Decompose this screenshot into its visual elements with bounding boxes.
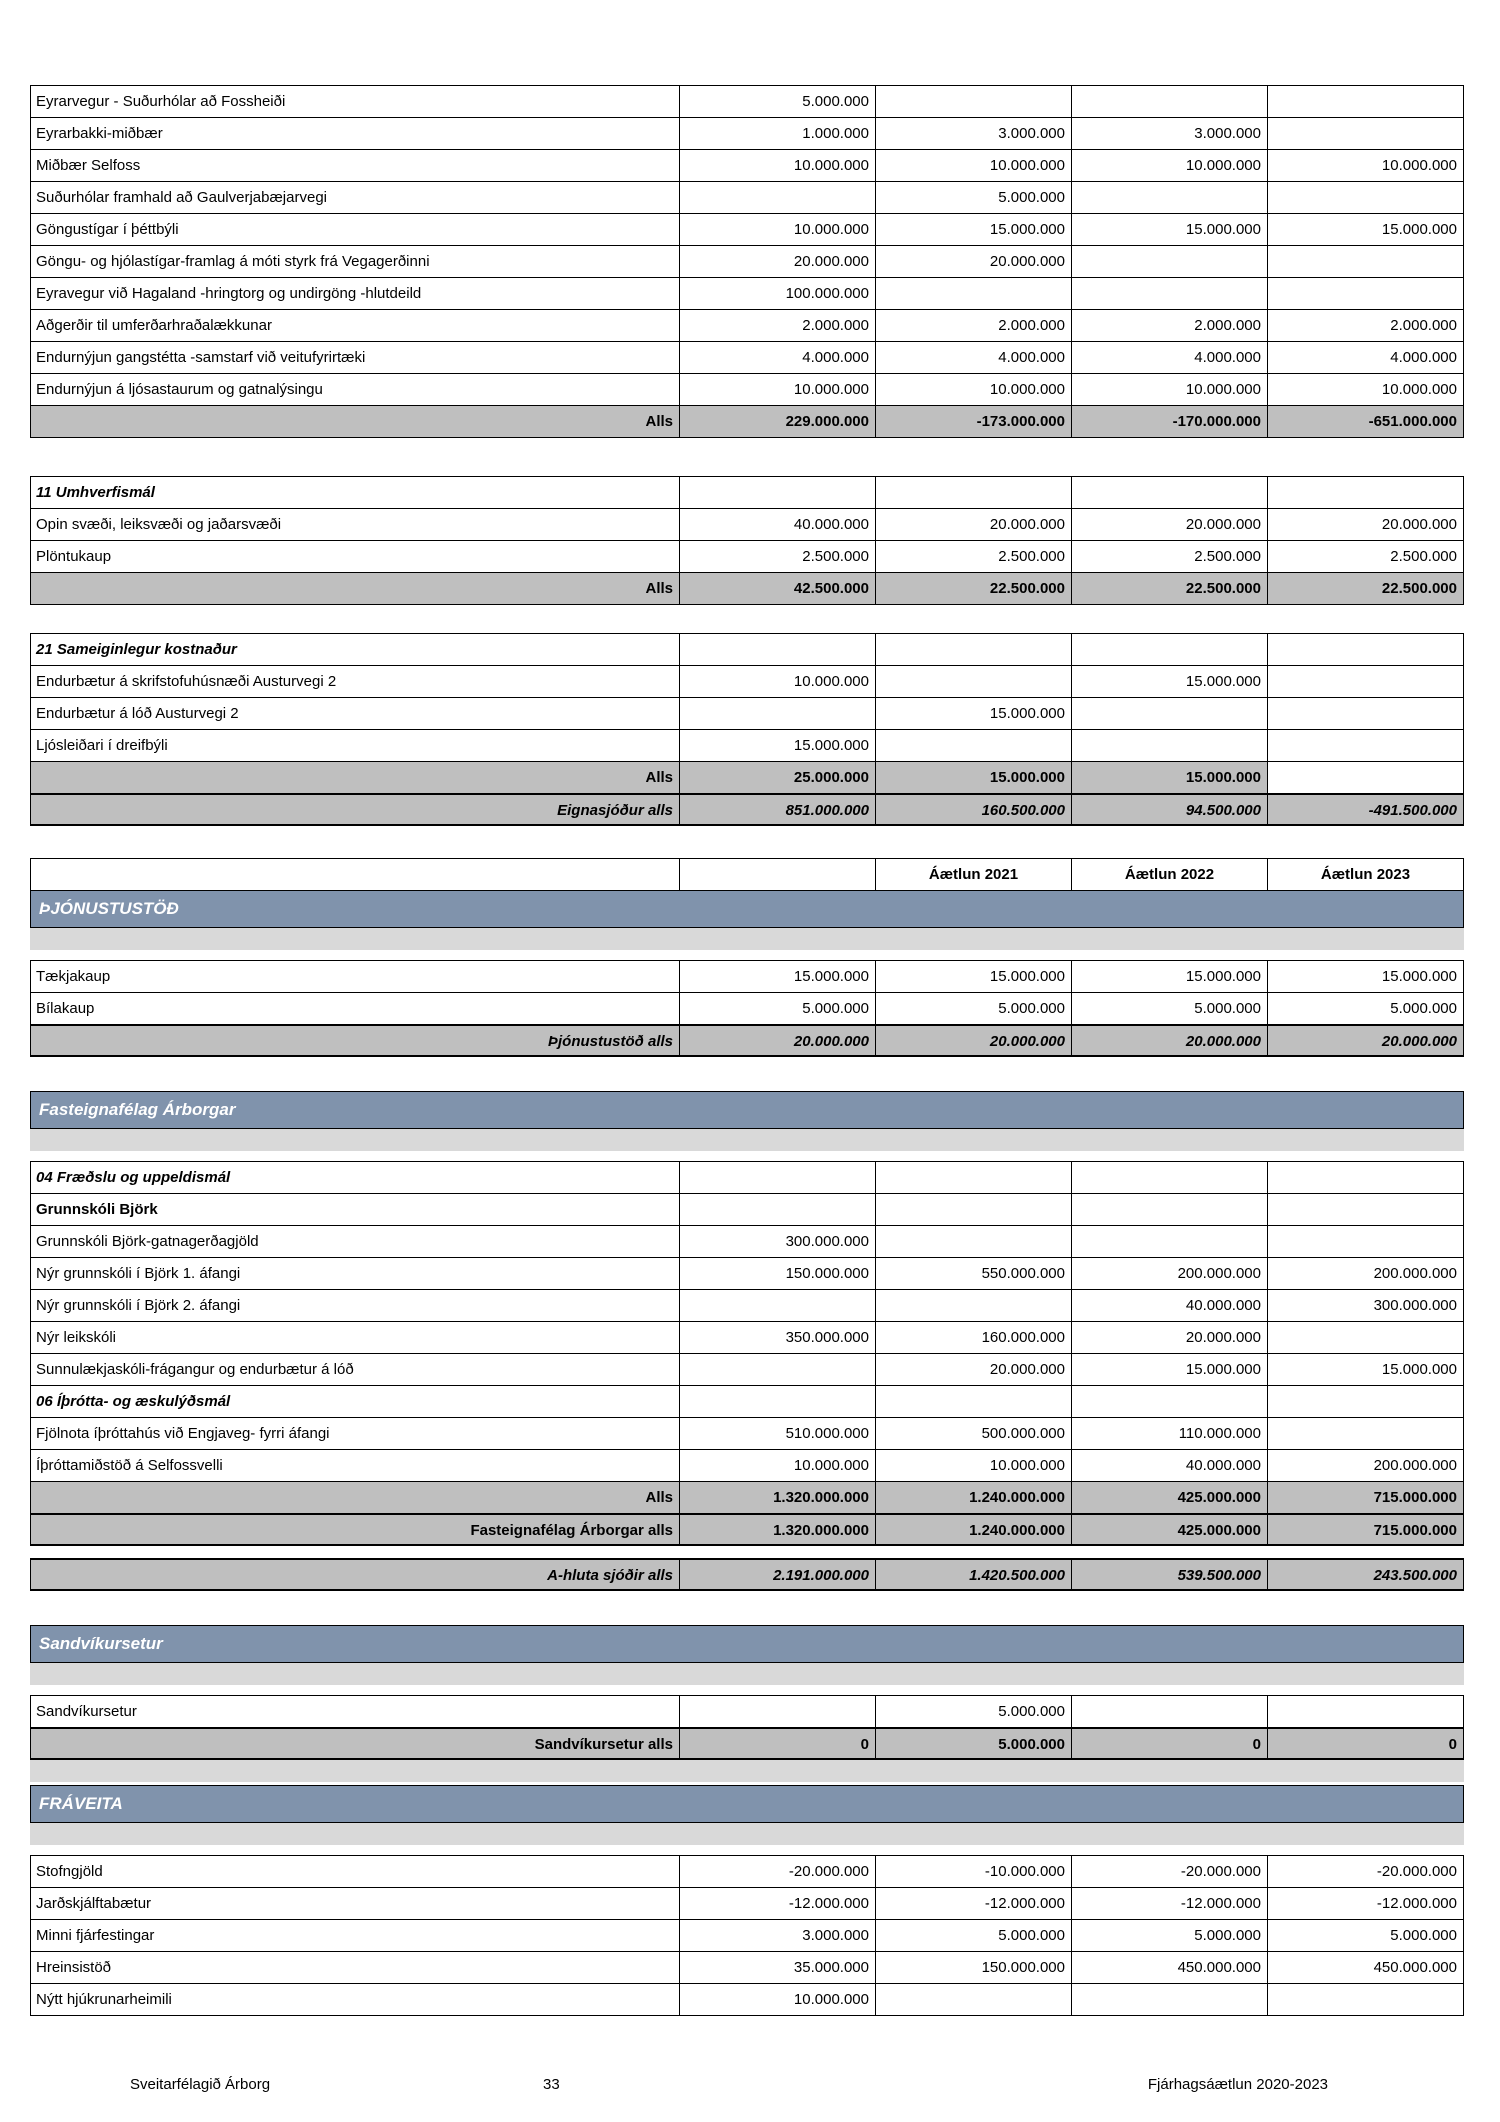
value-cell: 110.000.000 <box>1072 1417 1268 1450</box>
footer-document-title: Fjárhagsáætlun 2020-2023 <box>1147 2076 1328 2093</box>
value-cell: 851.000.000 <box>680 793 876 826</box>
table-row <box>30 1449 1464 1482</box>
value-cell: 2.500.000 <box>876 540 1072 573</box>
value-cell <box>876 633 1072 666</box>
value-cell: 4.000.000 <box>680 341 876 374</box>
value-cell: 2.000.000 <box>1268 309 1464 342</box>
value-cell: 539.500.000 <box>1072 1558 1268 1591</box>
table-row <box>30 309 1464 342</box>
spacer-row <box>30 604 1464 634</box>
banner-sandvikursetur <box>30 1625 1464 1663</box>
table-row <box>30 1321 1464 1354</box>
spacer-row <box>30 437 1464 477</box>
value-cell: 5.000.000 <box>876 1727 1072 1760</box>
value-cell <box>1268 117 1464 150</box>
value-cell <box>1072 1695 1268 1728</box>
value-cell <box>1072 476 1268 509</box>
value-cell: 160.000.000 <box>876 1321 1072 1354</box>
gatnagerd-alls-row <box>30 405 1464 438</box>
value-cell: 3.000.000 <box>1072 117 1268 150</box>
table-row <box>30 1855 1464 1888</box>
row-label: Nýtt hjúkrunarheimili <box>30 1983 680 2016</box>
value-cell <box>876 1983 1072 2016</box>
value-cell: 200.000.000 <box>1072 1257 1268 1290</box>
table-row <box>30 213 1464 246</box>
value-cell: Áætlun 2023 <box>1268 858 1464 891</box>
value-cell: 22.500.000 <box>1268 572 1464 605</box>
value-cell: 20.000.000 <box>680 1024 876 1057</box>
value-cell: -170.000.000 <box>1072 405 1268 438</box>
value-cell: -173.000.000 <box>876 405 1072 438</box>
value-cell: -12.000.000 <box>876 1887 1072 1920</box>
table-row <box>30 181 1464 214</box>
value-cell: 3.000.000 <box>680 1919 876 1952</box>
value-cell: 10.000.000 <box>680 213 876 246</box>
banner-fasteignafelag <box>30 1091 1464 1129</box>
value-cell <box>1072 1193 1268 1226</box>
value-cell: -12.000.000 <box>1072 1887 1268 1920</box>
umhverfismal-alls-row <box>30 572 1464 605</box>
value-cell: 20.000.000 <box>1072 1024 1268 1057</box>
table-row <box>30 1161 1464 1194</box>
row-label: Bílakaup <box>30 992 680 1025</box>
row-label: Plöntukaup <box>30 540 680 573</box>
value-cell <box>876 729 1072 762</box>
value-cell: 20.000.000 <box>680 245 876 278</box>
table-row <box>30 341 1464 374</box>
value-cell: 42.500.000 <box>680 572 876 605</box>
value-cell: 1.420.500.000 <box>876 1558 1072 1591</box>
value-cell: 35.000.000 <box>680 1951 876 1984</box>
value-cell: 2.191.000.000 <box>680 1558 876 1591</box>
row-label: Sunnulækjaskóli-frágangur og endurbætur á lóð <box>30 1353 680 1386</box>
value-cell <box>680 1353 876 1386</box>
value-cell <box>1072 277 1268 310</box>
value-cell: 5.000.000 <box>876 1919 1072 1952</box>
value-cell: -20.000.000 <box>680 1855 876 1888</box>
value-cell <box>1072 85 1268 118</box>
value-cell <box>1268 245 1464 278</box>
value-cell: 22.500.000 <box>1072 572 1268 605</box>
value-cell: 229.000.000 <box>680 405 876 438</box>
value-cell: 40.000.000 <box>680 508 876 541</box>
value-cell <box>680 1695 876 1728</box>
value-cell <box>680 633 876 666</box>
value-cell: 0 <box>1072 1727 1268 1760</box>
value-cell: 5.000.000 <box>1072 1919 1268 1952</box>
value-cell <box>1072 633 1268 666</box>
banner-label: FRÁVEITA <box>39 1794 123 1813</box>
table-row <box>30 149 1464 182</box>
value-cell: 20.000.000 <box>1072 508 1268 541</box>
table-row <box>30 476 1464 509</box>
value-cell: 715.000.000 <box>1268 1513 1464 1546</box>
value-cell: 20.000.000 <box>1072 1321 1268 1354</box>
value-cell: 15.000.000 <box>876 697 1072 730</box>
banner-label: Fasteignafélag Árborgar <box>39 1100 236 1119</box>
value-cell: 20.000.000 <box>876 245 1072 278</box>
value-cell <box>1268 1225 1464 1258</box>
value-cell: 10.000.000 <box>1268 149 1464 182</box>
row-label: Stofngjöld <box>30 1855 680 1888</box>
banner-label: Sandvíkursetur <box>39 1634 163 1653</box>
value-cell <box>1268 1321 1464 1354</box>
row-label: Íþróttamiðstöð á Selfossvelli <box>30 1449 680 1482</box>
value-cell: 300.000.000 <box>1268 1289 1464 1322</box>
footer-page-number: 33 <box>543 2076 560 2093</box>
row-label: Alls <box>30 761 680 794</box>
table-row <box>30 1919 1464 1952</box>
table-row <box>30 277 1464 310</box>
value-cell: 150.000.000 <box>680 1257 876 1290</box>
spacer-row <box>30 825 1464 859</box>
table-row <box>30 1193 1464 1226</box>
value-cell: Áætlun 2021 <box>876 858 1072 891</box>
row-label: Göngu- og hjólastígar-framlag á móti styrk frá Vegagerðinni <box>30 245 680 278</box>
gray-bar <box>30 1823 1464 1845</box>
value-cell: 5.000.000 <box>876 181 1072 214</box>
value-cell: 15.000.000 <box>1072 960 1268 993</box>
row-label: Opin svæði, leiksvæði og jaðarsvæði <box>30 508 680 541</box>
value-cell: 94.500.000 <box>1072 793 1268 826</box>
sandvikursetur-total-row <box>30 1727 1464 1760</box>
value-cell: 15.000.000 <box>1268 213 1464 246</box>
value-cell: 10.000.000 <box>876 373 1072 406</box>
value-cell: 2.500.000 <box>1072 540 1268 573</box>
value-cell: 1.000.000 <box>680 117 876 150</box>
row-label: 04 Fræðslu og uppeldismál <box>30 1161 680 1194</box>
table-row <box>30 960 1464 993</box>
value-cell: 2.000.000 <box>876 309 1072 342</box>
value-cell: 510.000.000 <box>680 1417 876 1450</box>
value-cell: 2.500.000 <box>680 540 876 573</box>
value-cell: 2.000.000 <box>1072 309 1268 342</box>
table-row <box>30 1983 1464 2016</box>
value-cell <box>680 858 876 891</box>
value-cell: 20.000.000 <box>876 508 1072 541</box>
value-cell <box>1268 277 1464 310</box>
value-cell: 10.000.000 <box>876 1449 1072 1482</box>
table-row <box>30 1951 1464 1984</box>
spacer-row <box>30 1590 1464 1626</box>
value-cell: 5.000.000 <box>876 992 1072 1025</box>
value-cell <box>876 277 1072 310</box>
value-cell <box>1268 1385 1464 1418</box>
row-label <box>30 858 680 891</box>
value-cell: 150.000.000 <box>876 1951 1072 1984</box>
row-label: Alls <box>30 572 680 605</box>
value-cell: 2.500.000 <box>1268 540 1464 573</box>
a-hluta-total-row <box>30 1558 1464 1591</box>
table-row <box>30 117 1464 150</box>
table-row <box>30 508 1464 541</box>
row-label: Nýr grunnskóli í Björk 2. áfangi <box>30 1289 680 1322</box>
value-cell: 5.000.000 <box>680 85 876 118</box>
value-cell: 300.000.000 <box>680 1225 876 1258</box>
value-cell: -10.000.000 <box>876 1855 1072 1888</box>
row-label: Göngustígar í þéttbýli <box>30 213 680 246</box>
value-cell: 5.000.000 <box>1072 992 1268 1025</box>
table-row <box>30 1353 1464 1386</box>
row-label: Grunnskóli Björk-gatnagerðagjöld <box>30 1225 680 1258</box>
row-label: Miðbær Selfoss <box>30 149 680 182</box>
value-cell: 425.000.000 <box>1072 1481 1268 1514</box>
row-label: Suðurhólar framhald að Gaulverjabæjarvegi <box>30 181 680 214</box>
value-cell: 15.000.000 <box>680 729 876 762</box>
value-cell: 715.000.000 <box>1268 1481 1464 1514</box>
row-label: Fjölnota íþróttahús við Engjaveg- fyrri áfangi <box>30 1417 680 1450</box>
banner-thjonustustod <box>30 890 1464 928</box>
banner-label: ÞJÓNUSTUSTÖÐ <box>39 899 179 918</box>
value-cell: 10.000.000 <box>876 149 1072 182</box>
gray-bar <box>30 1760 1464 1782</box>
row-label: Sandvíkursetur <box>30 1695 680 1728</box>
value-cell: 20.000.000 <box>1268 1024 1464 1057</box>
value-cell: 200.000.000 <box>1268 1449 1464 1482</box>
value-cell: 5.000.000 <box>1268 992 1464 1025</box>
table-row <box>30 992 1464 1025</box>
spacer-row <box>30 1056 1464 1092</box>
value-cell: 350.000.000 <box>680 1321 876 1354</box>
value-cell <box>1268 181 1464 214</box>
value-cell: 10.000.000 <box>680 665 876 698</box>
value-cell <box>1268 729 1464 762</box>
row-label: Eyrarvegur - Suðurhólar að Fossheiði <box>30 85 680 118</box>
value-cell: 10.000.000 <box>680 1449 876 1482</box>
value-cell: 40.000.000 <box>1072 1449 1268 1482</box>
value-cell <box>876 1385 1072 1418</box>
value-cell: 15.000.000 <box>876 960 1072 993</box>
row-label: Aðgerðir til umferðarhraðalækkunar <box>30 309 680 342</box>
row-label: Ljósleiðari í dreifbýli <box>30 729 680 762</box>
value-cell: 425.000.000 <box>1072 1513 1268 1546</box>
row-label: Eyravegur við Hagaland -hringtorg og undirgöng -hlutdeild <box>30 277 680 310</box>
value-cell: 500.000.000 <box>876 1417 1072 1450</box>
gray-bar <box>30 928 1464 950</box>
value-cell: 4.000.000 <box>1072 341 1268 374</box>
table-row <box>30 1289 1464 1322</box>
value-cell: 15.000.000 <box>680 960 876 993</box>
table-row <box>30 1417 1464 1450</box>
value-cell: -20.000.000 <box>1268 1855 1464 1888</box>
value-cell: 15.000.000 <box>1072 213 1268 246</box>
row-label: 21 Sameiginlegur kostnaður <box>30 633 680 666</box>
column-headers-row <box>30 858 1464 891</box>
value-cell: 15.000.000 <box>1268 1353 1464 1386</box>
value-cell <box>1072 1385 1268 1418</box>
row-label: 06 Íþrótta- og æskulýðsmál <box>30 1385 680 1418</box>
value-cell <box>1268 1983 1464 2016</box>
budget-table <box>30 85 1464 2016</box>
value-cell: 22.500.000 <box>876 572 1072 605</box>
value-cell: 10.000.000 <box>680 373 876 406</box>
sameiginlegur-alls-row <box>30 761 1464 794</box>
value-cell: -20.000.000 <box>1072 1855 1268 1888</box>
value-cell: 20.000.000 <box>876 1353 1072 1386</box>
value-cell: 200.000.000 <box>1268 1257 1464 1290</box>
row-label: Endurnýjun á ljósastaurum og gatnalýsingu <box>30 373 680 406</box>
row-label: 11 Umhverfismál <box>30 476 680 509</box>
value-cell: -12.000.000 <box>680 1887 876 1920</box>
value-cell: 4.000.000 <box>876 341 1072 374</box>
value-cell <box>1268 1161 1464 1194</box>
value-cell: 1.240.000.000 <box>876 1481 1072 1514</box>
value-cell: 5.000.000 <box>876 1695 1072 1728</box>
value-cell: 25.000.000 <box>680 761 876 794</box>
value-cell: 40.000.000 <box>1072 1289 1268 1322</box>
table-row <box>30 1695 1464 1728</box>
value-cell: 160.500.000 <box>876 793 1072 826</box>
value-cell: 550.000.000 <box>876 1257 1072 1290</box>
value-cell: 4.000.000 <box>1268 341 1464 374</box>
value-cell: 243.500.000 <box>1268 1558 1464 1591</box>
value-cell: -651.000.000 <box>1268 405 1464 438</box>
table-row <box>30 729 1464 762</box>
value-cell <box>680 697 876 730</box>
value-cell: 450.000.000 <box>1072 1951 1268 1984</box>
row-label: Alls <box>30 1481 680 1514</box>
fasteignafelag-total-row <box>30 1513 1464 1546</box>
row-label: Hreinsistöð <box>30 1951 680 1984</box>
value-cell <box>1268 85 1464 118</box>
value-cell: 15.000.000 <box>876 761 1072 794</box>
table-row <box>30 665 1464 698</box>
value-cell: 10.000.000 <box>680 149 876 182</box>
row-label: Minni fjárfestingar <box>30 1919 680 1952</box>
value-cell <box>876 1225 1072 1258</box>
value-cell: 450.000.000 <box>1268 1951 1464 1984</box>
table-row <box>30 1887 1464 1920</box>
table-row <box>30 540 1464 573</box>
value-cell <box>876 665 1072 698</box>
table-row <box>30 633 1464 666</box>
table-row <box>30 373 1464 406</box>
value-cell: 15.000.000 <box>1072 1353 1268 1386</box>
value-cell <box>1072 1225 1268 1258</box>
row-label: Eignasjóður alls <box>30 793 680 826</box>
eignasjodur-total-row <box>30 793 1464 826</box>
value-cell <box>680 1385 876 1418</box>
value-cell: 10.000.000 <box>1072 373 1268 406</box>
value-cell: 15.000.000 <box>1072 665 1268 698</box>
value-cell: 5.000.000 <box>680 992 876 1025</box>
value-cell: 0 <box>1268 1727 1464 1760</box>
value-cell <box>1072 181 1268 214</box>
row-label: A-hluta sjóðir alls <box>30 1558 680 1591</box>
value-cell: 10.000.000 <box>680 1983 876 2016</box>
gray-bar <box>30 1129 1464 1151</box>
row-label: Nýr grunnskóli í Björk 1. áfangi <box>30 1257 680 1290</box>
value-cell <box>680 1289 876 1322</box>
value-cell <box>1072 697 1268 730</box>
row-label: Tækjakaup <box>30 960 680 993</box>
value-cell <box>680 1161 876 1194</box>
row-label: Endurbætur á skrifstofuhúsnæði Austurvegi 2 <box>30 665 680 698</box>
value-cell <box>1268 697 1464 730</box>
value-cell: 1.320.000.000 <box>680 1481 876 1514</box>
value-cell: 10.000.000 <box>1268 373 1464 406</box>
value-cell: 0 <box>680 1727 876 1760</box>
footer-municipality: Sveitarfélagið Árborg <box>130 2076 271 2093</box>
table-row <box>30 85 1464 118</box>
value-cell: -491.500.000 <box>1268 793 1464 826</box>
row-label: Endurnýjun gangstétta -samstarf við veitufyrirtæki <box>30 341 680 374</box>
value-cell: 100.000.000 <box>680 277 876 310</box>
table-row <box>30 1385 1464 1418</box>
value-cell <box>1268 633 1464 666</box>
value-cell: 20.000.000 <box>876 1024 1072 1057</box>
fasteignafelag-alls-row <box>30 1481 1464 1514</box>
value-cell <box>1268 1417 1464 1450</box>
value-cell <box>1268 761 1464 794</box>
value-cell: 20.000.000 <box>1268 508 1464 541</box>
value-cell: 15.000.000 <box>1268 960 1464 993</box>
row-label: Nýr leikskóli <box>30 1321 680 1354</box>
table-row <box>30 1225 1464 1258</box>
value-cell <box>1268 1695 1464 1728</box>
value-cell: 5.000.000 <box>1268 1919 1464 1952</box>
value-cell <box>1268 476 1464 509</box>
row-label: Fasteignafélag Árborgar alls <box>30 1513 680 1546</box>
value-cell: 3.000.000 <box>876 117 1072 150</box>
value-cell <box>1268 665 1464 698</box>
row-label: Jarðskjálftabætur <box>30 1887 680 1920</box>
row-label: Endurbætur á lóð Austurvegi 2 <box>30 697 680 730</box>
table-row <box>30 245 1464 278</box>
row-label: Grunnskóli Björk <box>30 1193 680 1226</box>
value-cell <box>680 181 876 214</box>
row-label: Alls <box>30 405 680 438</box>
row-label: Eyrarbakki-miðbær <box>30 117 680 150</box>
row-label: Þjónustustöð alls <box>30 1024 680 1057</box>
value-cell <box>1072 245 1268 278</box>
value-cell: 2.000.000 <box>680 309 876 342</box>
value-cell <box>876 1193 1072 1226</box>
value-cell: 15.000.000 <box>1072 761 1268 794</box>
value-cell: 15.000.000 <box>876 213 1072 246</box>
value-cell <box>1268 1193 1464 1226</box>
row-label: Sandvíkursetur alls <box>30 1727 680 1760</box>
gray-bar <box>30 1663 1464 1685</box>
table-row <box>30 1257 1464 1290</box>
value-cell <box>876 85 1072 118</box>
table-row <box>30 697 1464 730</box>
value-cell <box>1072 1983 1268 2016</box>
thjonustustod-total-row <box>30 1024 1464 1057</box>
value-cell <box>1072 729 1268 762</box>
value-cell: 1.320.000.000 <box>680 1513 876 1546</box>
value-cell <box>1072 1161 1268 1194</box>
banner-fraveita <box>30 1785 1464 1823</box>
value-cell <box>680 1193 876 1226</box>
value-cell: 10.000.000 <box>1072 149 1268 182</box>
value-cell <box>680 476 876 509</box>
value-cell <box>876 476 1072 509</box>
spacer-row <box>30 1545 1464 1559</box>
value-cell <box>876 1289 1072 1322</box>
value-cell: Áætlun 2022 <box>1072 858 1268 891</box>
value-cell: 1.240.000.000 <box>876 1513 1072 1546</box>
value-cell <box>876 1161 1072 1194</box>
value-cell: -12.000.000 <box>1268 1887 1464 1920</box>
